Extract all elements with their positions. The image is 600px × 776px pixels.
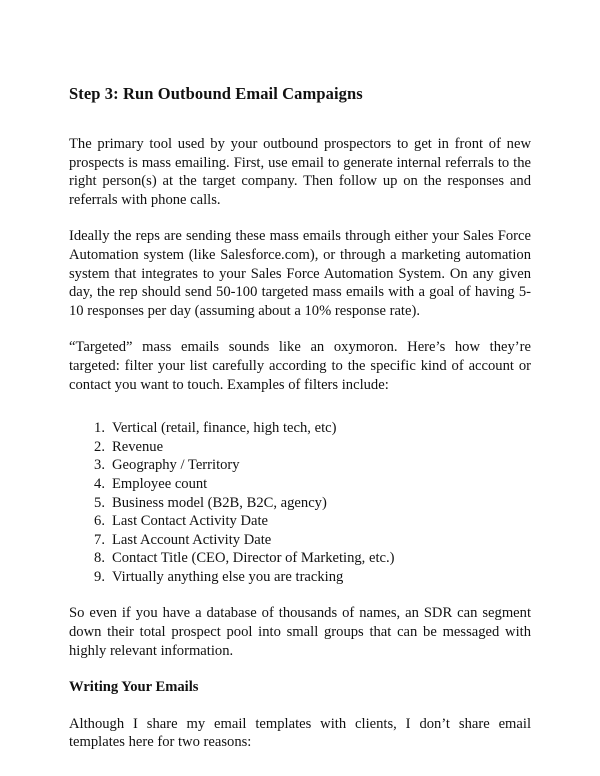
- list-item: Last Contact Activity Date: [112, 513, 269, 530]
- list-item: Business model (B2B, B2C, agency): [112, 494, 327, 511]
- list-item: Revenue: [112, 438, 164, 455]
- list-item: Virtually anything else you are tracking: [112, 568, 344, 585]
- page-title: Step 3: Run Outbound Email Campaigns: [69, 84, 363, 103]
- paragraph-ideally: Ideally the reps are sending these mass emails through either your Sales Force Automation system (like Salesforce.com), or through a marketing automation system that integrates to your Sales Force Automation System. On any given day, the rep should send 50-100 targeted mass emails with a goal of having 5-10 responses per day (assuming about a 10% response rate).: [69, 228, 531, 319]
- paragraph-templates: Although I share my email templates with clients, I don’t share email templates here for two reasons:: [69, 715, 531, 751]
- list-item: Employee count: [112, 475, 208, 492]
- document-content: [69, 84, 531, 752]
- list-spacer: [69, 412, 531, 419]
- section-subheading-writing-your-emails: Writing Your Emails: [69, 679, 199, 696]
- paragraph-intro: The primary tool used by your outbound prospectors to get in front of new prospects is mass emailing. First, use email to generate internal referrals to the right person(s) at the target company. Then follow up on the responses and referrals with phone calls.: [69, 136, 531, 208]
- list-item: Geography / Territory: [112, 457, 240, 474]
- list-item: Contact Title (CEO, Director of Marketing, etc.): [112, 550, 395, 567]
- paragraph-segment: So even if you have a database of thousands of names, an SDR can segment down their total prospect pool into small groups that can be messaged with highly relevant information.: [69, 605, 531, 659]
- list-item: Last Account Activity Date: [112, 531, 272, 548]
- paragraph-targeted: “Targeted” mass emails sounds like an oxymoron. Here’s how they’re targeted: filter your list carefully according to the specific kind of account or contact you want to touch. Examples of filters include:: [69, 339, 531, 393]
- filter-criteria-list: [69, 419, 531, 586]
- list-item: Vertical (retail, finance, high tech, etc): [112, 420, 337, 437]
